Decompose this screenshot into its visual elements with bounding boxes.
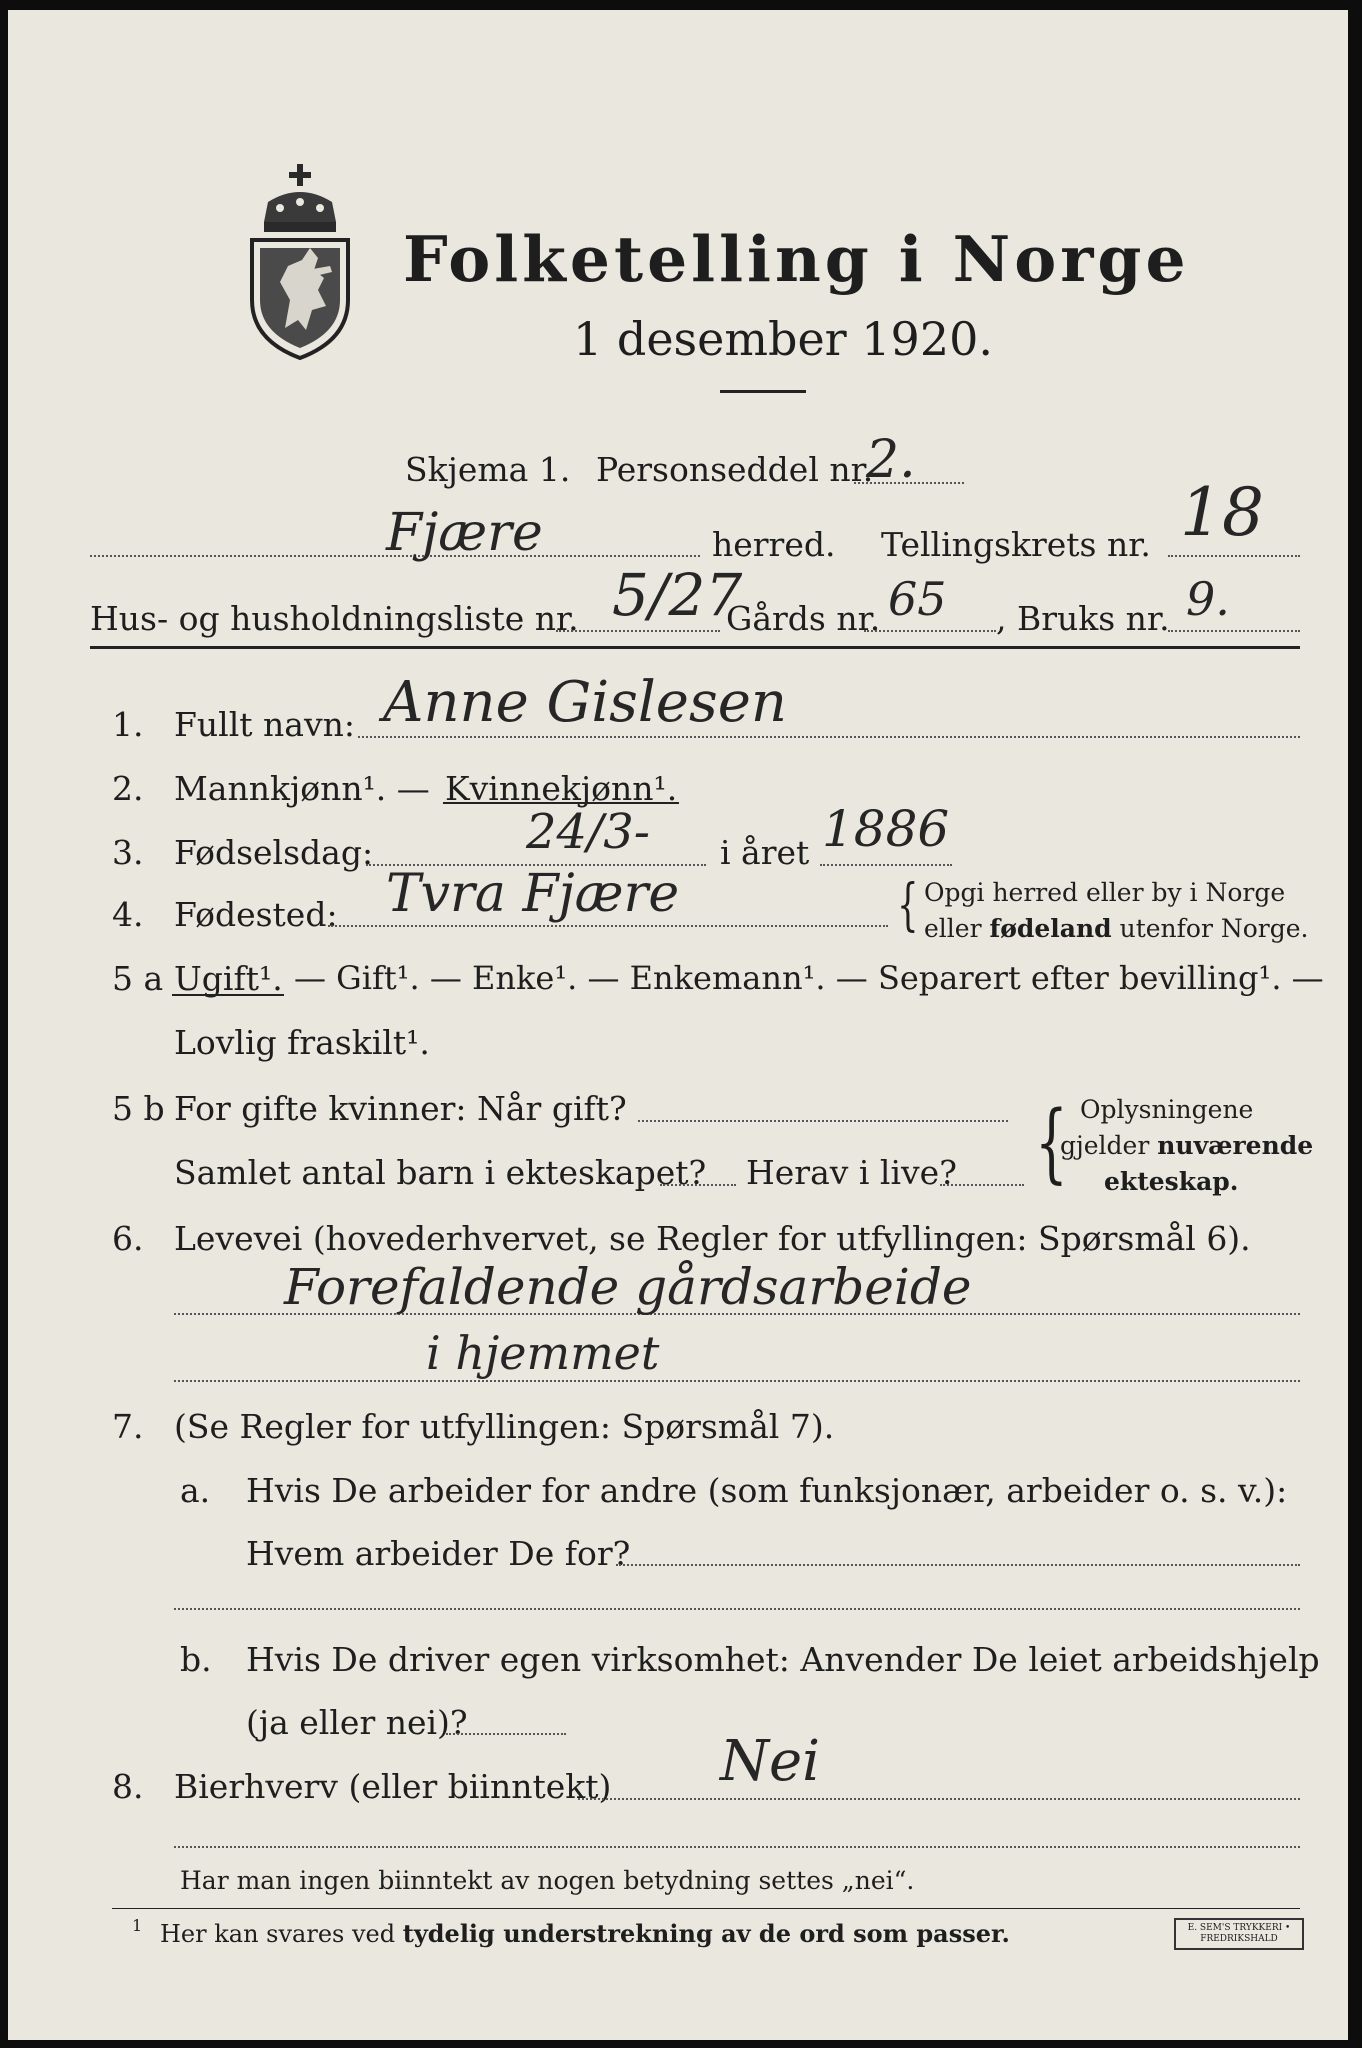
q5a-number: 5 a — [112, 959, 164, 998]
husliste-value: 5/27 — [612, 561, 743, 629]
q5a-line2: Lovlig fraskilt¹. — [174, 1023, 430, 1062]
census-date: 1 desember 1920. — [573, 312, 993, 366]
q5b-note-line3: ekteskap. — [1104, 1167, 1239, 1196]
q1-number: 1. — [112, 705, 144, 744]
q3-number: 3. — [112, 833, 144, 872]
gards-label: Gårds nr. — [726, 599, 881, 638]
q2-number: 2. — [112, 769, 144, 808]
herred-label: herred. — [712, 525, 836, 564]
footer-divider — [112, 1908, 1300, 1909]
herred-value: Fjære — [386, 503, 543, 563]
q4-number: 4. — [112, 895, 144, 934]
q7-number: 7. — [112, 1407, 144, 1446]
schema-label: Skjema 1. — [405, 450, 571, 489]
q3-year-value: 1886 — [822, 800, 950, 858]
gards-line — [864, 630, 996, 632]
q7a-question: Hvem arbeider De for? — [246, 1534, 631, 1573]
q4-line — [328, 925, 888, 927]
q5b-note-brace: { — [1034, 1093, 1068, 1193]
q6-label: Levevei (hovederhvervet, se Regler for utfyllingen: Spørsmål 6). — [174, 1219, 1251, 1258]
q8-label: Bierhverv (eller biinntekt) — [174, 1767, 612, 1806]
q5a-ugift-option: Ugift¹. — [174, 959, 283, 998]
q3-day-value: 24/3- — [526, 804, 651, 860]
q6-value-line2: i hjemmet — [426, 1326, 660, 1380]
q2-female-option: Kvinnekjønn¹. — [445, 769, 678, 808]
q5b-married-line — [638, 1120, 1008, 1122]
q7a-text: Hvis De arbeider for andre (som funksjonær, arbeider o. s. v.): — [246, 1471, 1288, 1510]
q4-note-line2: eller fødeland utenfor Norge. — [924, 914, 1309, 943]
personseddel-label: Personseddel nr. — [596, 450, 874, 489]
footnote-mark: 1 — [132, 1916, 143, 1935]
q3-year-line — [820, 864, 952, 866]
biinntekt-note: Har man ingen biinntekt av nogen betydning settes „nei“. — [180, 1866, 915, 1895]
title-divider — [720, 390, 806, 393]
q5b-children-label: Samlet antal barn i ekteskapet? — [174, 1153, 707, 1192]
husliste-label: Hus- og husholdningsliste nr. — [90, 599, 579, 638]
header-divider — [90, 646, 1300, 649]
printer-stamp: E. SEM'S TRYKKERI • FREDRIKSHALD — [1174, 1918, 1304, 1950]
q4-value: Tvra Fjære — [386, 864, 680, 924]
q6-value-line1: Forefaldende gårdsarbeide — [284, 1258, 972, 1316]
personseddel-value: 2. — [866, 430, 916, 490]
q5a-ugift-underline — [172, 994, 284, 996]
q4-label: Fødested: — [174, 895, 338, 934]
q1-value: Anne Gislesen — [383, 670, 787, 735]
q8-value: Nei — [720, 1729, 821, 1794]
q5b-children-line — [660, 1184, 736, 1186]
q7-label: (Se Regler for utfyllingen: Spørsmål 7). — [174, 1407, 835, 1446]
final-line — [174, 1846, 1300, 1848]
q4-note-line1: Opgi herred eller by i Norge — [924, 878, 1286, 907]
tellingskrets-label: Tellingskrets nr. — [881, 525, 1151, 564]
coat-of-arms-icon — [240, 160, 360, 360]
q7b-letter: b. — [180, 1640, 212, 1679]
tellingskrets-value: 18 — [1180, 474, 1264, 551]
husliste-line — [556, 630, 720, 632]
q7b-question: (ja eller nei)? — [246, 1703, 468, 1742]
gards-value: 65 — [888, 572, 947, 626]
q7b-line — [446, 1733, 566, 1735]
q3-label: Fødselsdag: — [174, 833, 374, 872]
q8-line — [578, 1798, 1300, 1800]
q6-line2 — [174, 1380, 1300, 1382]
q5b-married-label: For gifte kvinner: Når gift? — [174, 1089, 627, 1128]
q8-number: 8. — [112, 1767, 144, 1806]
q7a-line1 — [616, 1564, 1300, 1566]
q4-note-brace: { — [897, 873, 919, 938]
q5b-note-line1: Oplysningene — [1080, 1095, 1254, 1124]
q7a-line2 — [174, 1608, 1300, 1610]
form-title: Folketelling i Norge — [403, 222, 1190, 296]
bruks-line — [1168, 630, 1300, 632]
q6-number: 6. — [112, 1219, 144, 1258]
q5a-options: — Gift¹. — Enke¹. — Enkemann¹. — Separert efter bevilling¹. — — [294, 959, 1324, 997]
q2-male-option: Mannkjønn¹. — — [174, 769, 430, 808]
q5b-number: 5 b — [112, 1089, 165, 1128]
tellingskrets-line — [1168, 555, 1300, 557]
q5b-alive-label: Herav i live? — [746, 1153, 957, 1192]
bruks-value: 9. — [1186, 572, 1230, 626]
q3-year-label: i året — [720, 833, 810, 872]
q7b-text: Hvis De driver egen virksomhet: Anvender De leiet arbeidshjelp — [246, 1640, 1320, 1679]
census-form — [8, 10, 1348, 2040]
bruks-label: , Bruks nr. — [996, 599, 1170, 638]
q7a-letter: a. — [180, 1471, 211, 1510]
q5b-note-line2: gjelder nuværende — [1060, 1131, 1314, 1160]
q5b-alive-line — [940, 1184, 1024, 1186]
q1-line — [358, 736, 1300, 738]
footnote-text: Her kan svares ved tydelig understrekning av de ord som passer. — [160, 1919, 1010, 1948]
q1-label: Fullt navn: — [174, 705, 355, 744]
